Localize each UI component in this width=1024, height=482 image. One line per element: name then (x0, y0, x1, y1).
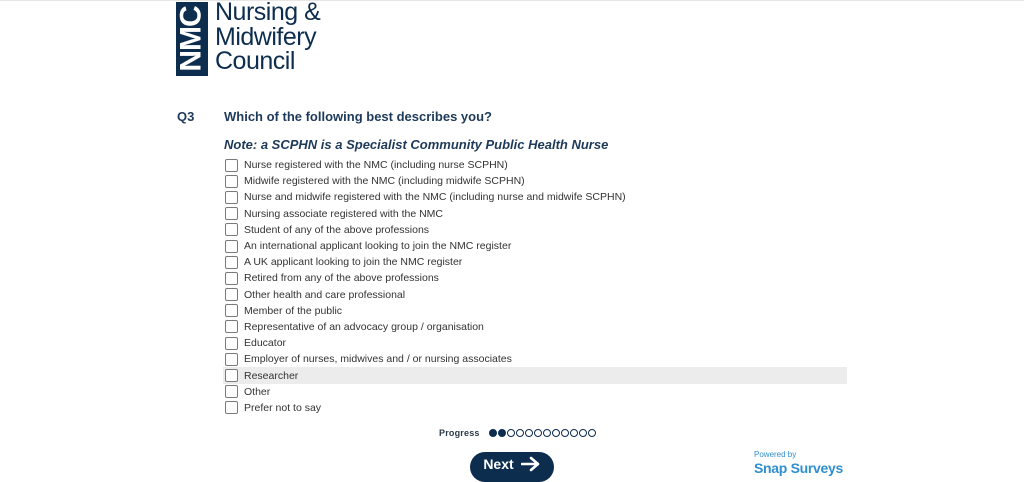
option-label: Member of the public (244, 304, 343, 317)
option-checkbox[interactable] (225, 191, 238, 204)
next-button[interactable] (470, 452, 554, 482)
progress-dot (561, 429, 569, 437)
option-label: A UK applicant looking to join the NMC register (244, 256, 463, 269)
logo-line-3: Council (215, 47, 295, 75)
option-checkbox[interactable] (225, 353, 238, 366)
option-label: An international applicant looking to join the NMC register (244, 240, 512, 253)
option-label: Other health and care professional (244, 288, 406, 301)
option-label: Educator (244, 337, 287, 350)
progress-dot (570, 429, 578, 437)
option-row[interactable] (223, 400, 847, 416)
option-row[interactable] (223, 157, 847, 173)
option-row[interactable] (223, 189, 847, 205)
option-row[interactable] (223, 319, 847, 335)
option-row[interactable] (223, 254, 847, 270)
option-checkbox[interactable] (225, 320, 238, 333)
progress-dot (489, 429, 497, 437)
progress-dot (579, 429, 587, 437)
option-checkbox[interactable] (225, 256, 238, 269)
option-label: Researcher (244, 369, 299, 382)
option-checkbox[interactable] (225, 159, 238, 172)
option-checkbox[interactable] (225, 304, 238, 317)
progress-dot (588, 429, 596, 437)
arrow-right-icon (521, 456, 541, 472)
option-row[interactable] (223, 206, 847, 222)
option-checkbox[interactable] (225, 337, 238, 350)
option-label: Prefer not to say (244, 401, 322, 414)
question-note: Note: a SCPHN is a Specialist Community Public Health Nurse (224, 137, 609, 152)
next-button-label: Next (483, 456, 514, 472)
question-number: Q3 (177, 109, 195, 124)
logo-mark (176, 2, 208, 76)
logo-line-2: Midwifery (215, 22, 317, 51)
powered-by-label: Powered by (754, 450, 797, 459)
option-checkbox[interactable] (225, 223, 238, 236)
option-label: Nursing associate registered with the NMC (244, 207, 443, 220)
option-row[interactable] (223, 270, 847, 286)
top-border (0, 0, 1024, 1)
progress-dot (498, 429, 506, 437)
progress-dot (552, 429, 560, 437)
logo-wordmark (215, 0, 375, 74)
progress-dot (516, 429, 524, 437)
option-checkbox[interactable] (225, 385, 238, 398)
logo-line-1: Nursing & (215, 0, 321, 26)
option-checkbox[interactable] (225, 369, 238, 382)
option-label: Nurse and midwife registered with the NMC (including nurse and midwife SCPHN) (244, 191, 626, 204)
option-label: Nurse registered with the NMC (including nurse SCPHN) (244, 159, 508, 172)
logo-mark-text: NMC (175, 6, 209, 72)
option-row[interactable] (223, 303, 847, 319)
option-row[interactable] (223, 367, 847, 383)
question-text: Which of the following best describes you? (224, 109, 492, 124)
answer-options (223, 157, 847, 416)
option-row[interactable] (223, 351, 847, 367)
progress-label: Progress (439, 428, 480, 438)
powered-by-brand: Snap Surveys (754, 460, 843, 476)
progress-dots (489, 429, 597, 437)
progress-dot (507, 429, 515, 437)
progress-dot (543, 429, 551, 437)
option-label: Student of any of the above professions (244, 223, 430, 236)
option-label: Representative of an advocacy group / organisation (244, 320, 484, 333)
option-checkbox[interactable] (225, 175, 238, 188)
powered-by (754, 450, 843, 476)
option-checkbox[interactable] (225, 207, 238, 220)
option-label: Retired from any of the above professions (244, 272, 439, 285)
option-label: Employer of nurses, midwives and / or nursing associates (244, 353, 512, 366)
option-label: Midwife registered with the NMC (including midwife SCPHN) (244, 175, 525, 188)
progress-dot (525, 429, 533, 437)
option-checkbox[interactable] (225, 272, 238, 285)
progress-dot (534, 429, 542, 437)
progress-indicator (439, 428, 597, 438)
option-row[interactable] (223, 222, 847, 238)
option-checkbox[interactable] (225, 401, 238, 414)
option-checkbox[interactable] (225, 240, 238, 253)
option-row[interactable] (223, 238, 847, 254)
option-checkbox[interactable] (225, 288, 238, 301)
option-label: Other (244, 385, 271, 398)
option-row[interactable] (223, 173, 847, 189)
option-row[interactable] (223, 287, 847, 303)
option-row[interactable] (223, 335, 847, 351)
option-row[interactable] (223, 384, 847, 400)
